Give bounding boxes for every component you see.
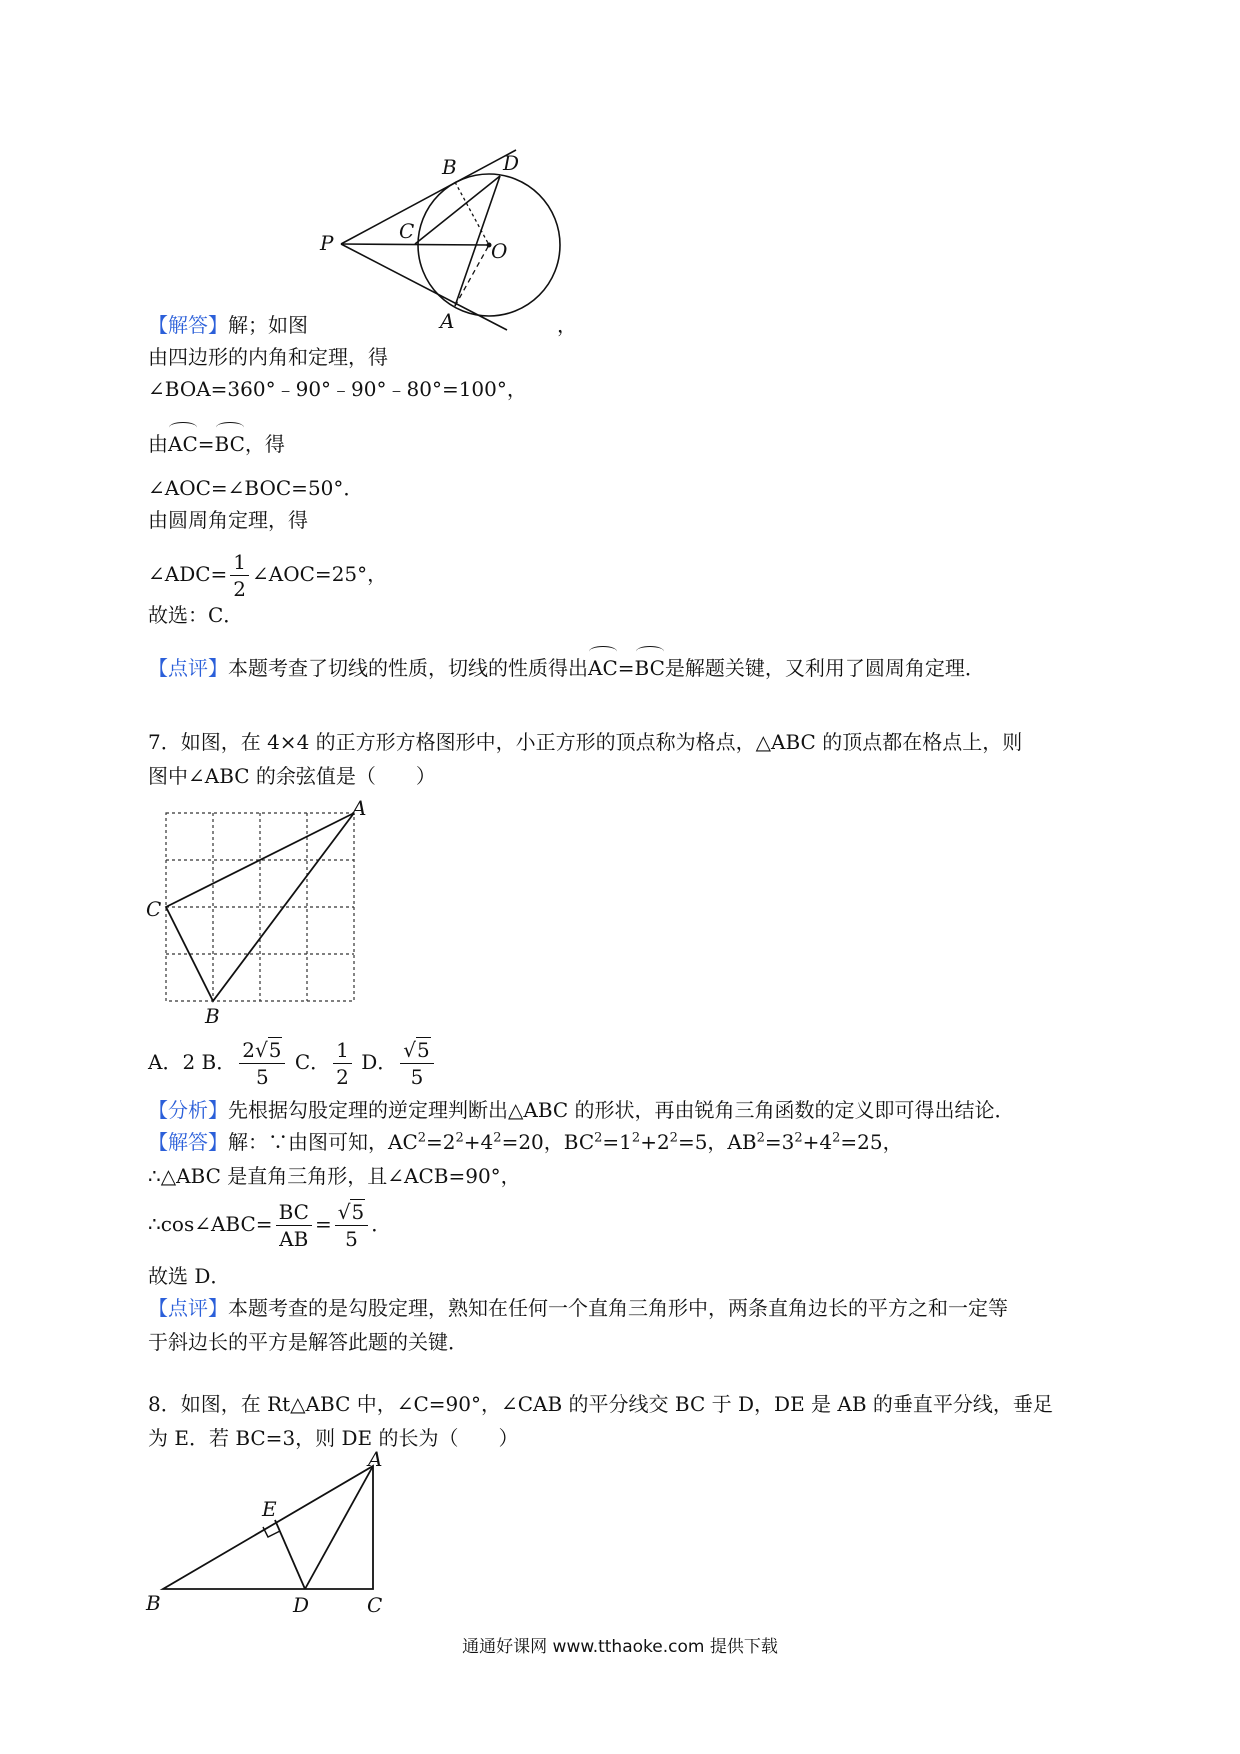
sol6-line5: 由圆周角定理，得	[148, 508, 308, 532]
option-b-fraction: $\frac{2√5}{5}$	[239, 1037, 285, 1090]
fig1-label-o: O	[491, 239, 508, 263]
fraction-one-half: $\frac{1}{2}$	[230, 549, 249, 602]
analysis-tag: 【分析】	[148, 1098, 228, 1122]
review-tag: 【点评】	[148, 656, 228, 680]
option-d-fraction: $\frac{√5}{5}$	[400, 1037, 433, 1090]
q7-choice: 故选 D．	[148, 1264, 231, 1288]
fraction-sqrt5-5: $\frac{√5}{5}$	[335, 1199, 368, 1252]
q7-answer: 【解答】解：∵由图可知，$AC^2=2^2+4^2=20$，$BC^2=1^2+2^2=5$，$AB^2=3^2+4^2=25$，	[148, 1130, 903, 1154]
fig2-label-a: A	[352, 796, 367, 820]
arc-bc: BC	[215, 428, 245, 458]
arc-ac: AC	[168, 428, 198, 458]
sol6-intro: 【解答】解；如图	[148, 313, 308, 337]
q7-options	[148, 1034, 437, 1090]
fig3-label-e: E	[262, 1497, 277, 1521]
answer-tag: 【解答】	[148, 1130, 228, 1154]
sol6-figure-comma: ，	[557, 313, 577, 337]
grid-triangle-figure	[140, 790, 370, 1030]
sol6-line3: 由AC=BC，得	[148, 428, 285, 458]
sol6-line6: ∠ADC= $\frac{1}{2}$ ∠AOC=25°，	[148, 550, 388, 601]
sol6-line2: ∠BOA=360°﹣90°﹣90°﹣80°=100°，	[148, 377, 527, 401]
q7-review-line1: 【点评】本题考查的是勾股定理，熟知在任何一个直角三角形中，两条直角边长的平方之和一定等	[148, 1296, 1008, 1320]
fraction-bc-ab: $\frac{BC}{AB}$	[276, 1199, 312, 1252]
fig1-label-d: D	[503, 151, 520, 175]
fig1-label-p: P	[320, 231, 334, 255]
q8-stem-line2: 为 E．若 BC=3，则 DE 的长为（ ）	[148, 1426, 519, 1450]
option-c-label: C．	[294, 1050, 331, 1074]
page-footer: 通通好课网 www.tthaoke.com 提供下载	[462, 1637, 778, 1657]
option-b-label: B．	[201, 1050, 237, 1074]
fig3-label-d: D	[293, 1593, 310, 1617]
sol6-line1: 由四边形的内角和定理，得	[148, 345, 388, 369]
q7-stem-line1: 7．如图，在 4×4 的正方形方格图形中，小正方形的顶点称为格点，△ABC 的顶点都在格点上，则	[148, 730, 1023, 754]
option-a: A．2	[148, 1050, 196, 1074]
q7-answer-line2: ∴△ABC 是直角三角形，且∠ACB=90°，	[148, 1164, 521, 1188]
fig3-label-b: B	[146, 1591, 161, 1615]
fig2-label-b: B	[205, 1004, 220, 1028]
fig1-label-a: A	[440, 309, 455, 333]
q7-answer-line3: ∴cos∠ABC= $\frac{BC}{AB}$ = $\frac{√5}{5}$ ．	[148, 1200, 392, 1251]
answer-tag: 【解答】	[148, 313, 228, 337]
right-triangle-figure	[140, 1450, 400, 1620]
sol6-review: 【点评】本题考查了切线的性质，切线的性质得出AC=BC是解题关键，又利用了圆周角定理．	[148, 652, 985, 682]
q8-stem-line1: 8．如图，在 Rt△ABC 中，∠C=90°，∠CAB 的平分线交 BC 于 D，DE 是 AB 的垂直平分线，垂足	[148, 1392, 1053, 1416]
fig3-label-a: A	[368, 1450, 383, 1471]
option-d-label: D．	[361, 1050, 398, 1074]
fig2-label-c: C	[146, 897, 162, 921]
q7-analysis: 【分析】先根据勾股定理的逆定理判断出△ABC 的形状，再由锐角三角函数的定义即可得出结论．	[148, 1098, 1015, 1122]
circle-tangent-figure	[310, 140, 570, 340]
option-c-fraction: $\frac{1}{2}$	[333, 1037, 352, 1090]
sol6-line4: ∠AOC=∠BOC=50°．	[148, 476, 364, 500]
fig1-label-b: B	[442, 155, 457, 179]
fig3-label-c: C	[367, 1593, 383, 1617]
review-tag: 【点评】	[148, 1296, 228, 1320]
q7-stem-line2: 图中∠ABC 的余弦值是（ ）	[148, 764, 436, 788]
q7-review-line2: 于斜边长的平方是解答此题的关键．	[148, 1330, 468, 1354]
fig1-label-c: C	[399, 219, 415, 243]
sol6-line7: 故选：C．	[148, 603, 244, 627]
